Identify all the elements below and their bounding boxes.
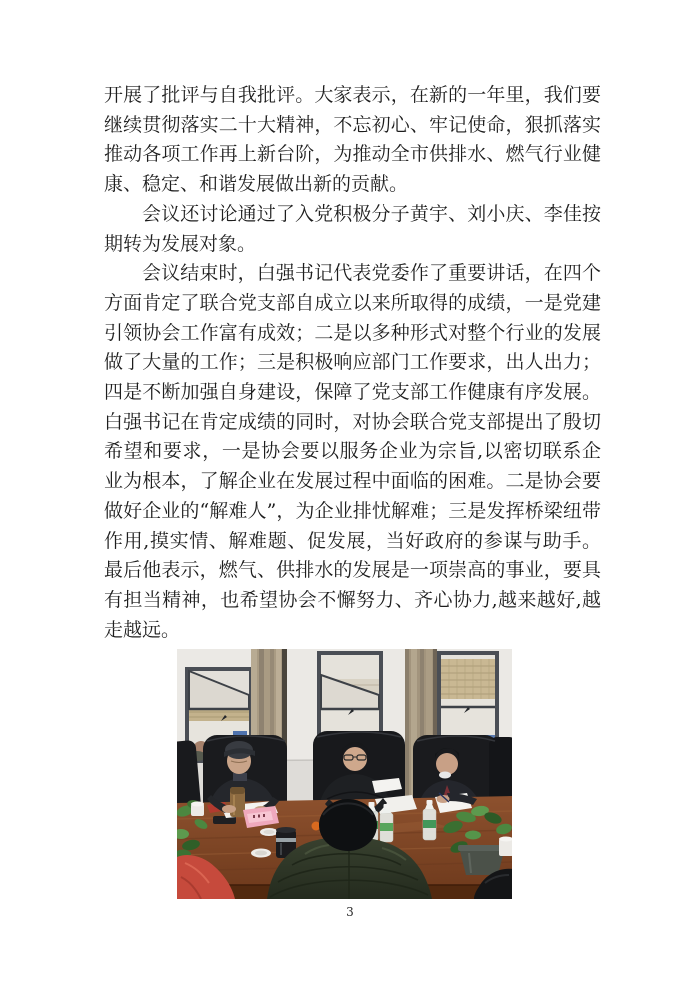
paragraph: 会议结束时，白强书记代表党委作了重要讲话，在四个方面肯定了联合党支部自成立以来所取得的成绩，一是党建引领协会工作富有成效；二是以多种形式对整个行业的发展做了大量的工作；三是积极响应部门工作要求，出人出力；四是不断加强自身建设，保障了党支部工作健康有序发展。白强书记在肯定成绩的同时，对协会联合党支部提出了殷切希望和要求，一是协会要以服务企业为宗旨,以密切联系企业为根本，了解企业在发展过程中面临的困难。二是协会要做好企业的“解难人”，为企业排忧解难；三是发挥桥梁纽带作用,摸实情、解难题、促发展，当好政府的参谋与助手。最后他表示，燃气、供排水的发展是一项崇高的事业，要具有担当精神，也希望协会不懈努力、齐心协力,越来越好,越走越远。: [104, 262, 601, 641]
meeting-photo-illustration: [177, 649, 512, 899]
paragraph-continuation: 开展了批评与自我批评。大家表示，在新的一年里，我们要继续贯彻落实二十大精神，不忘初心、牢记使命，狠抓落实推动各项工作再上新台阶，为推动全市供排水、燃气行业健康、稳定、和谐发展做出新的贡献。: [104, 84, 601, 196]
meeting-photo: [177, 649, 512, 899]
body-text: [104, 81, 601, 645]
page-number: 3: [346, 905, 354, 919]
paragraph: 会议还讨论通过了入党积极分子黄宇、刘小庆、李佳按期转为发展对象。: [104, 202, 601, 255]
